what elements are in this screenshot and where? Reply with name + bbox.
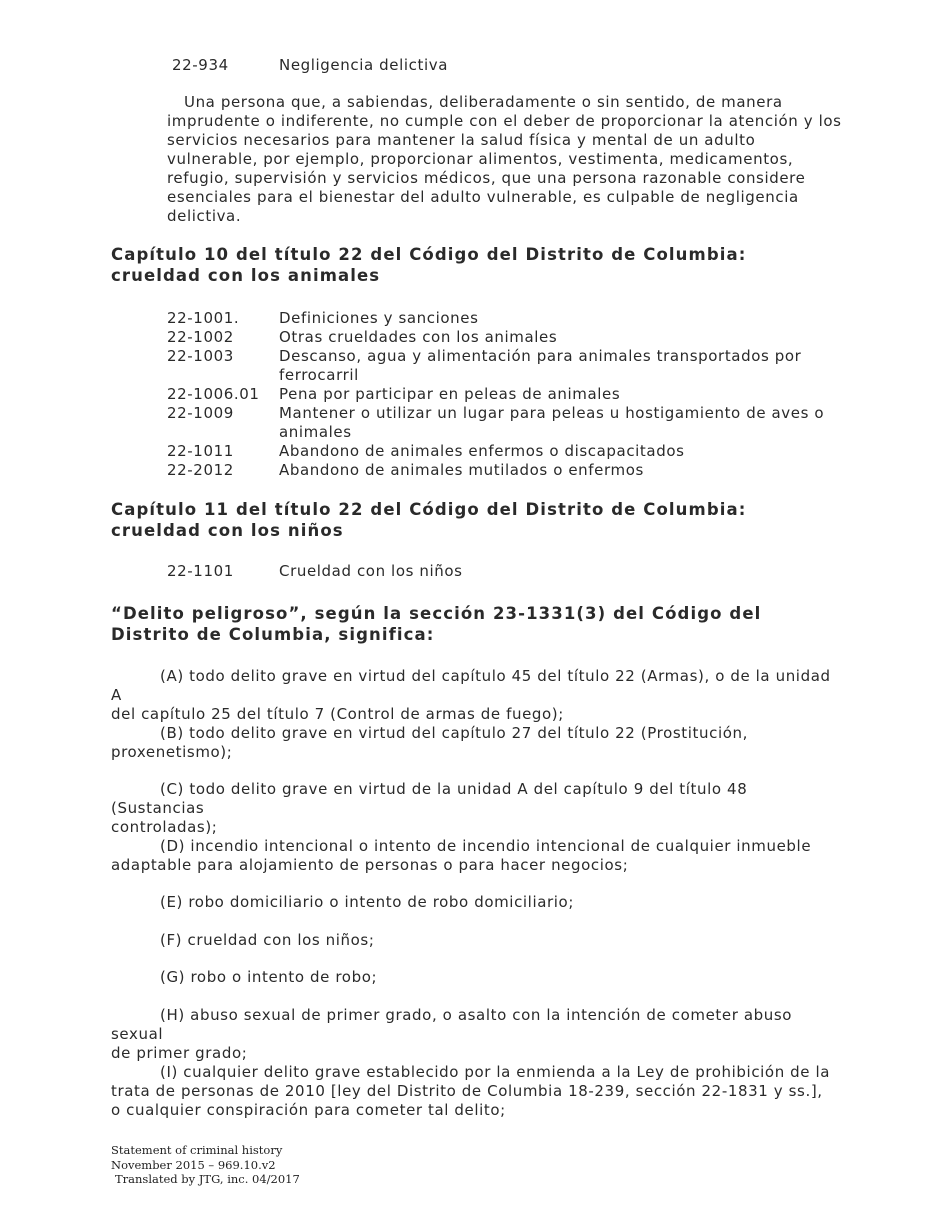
list-item: 22-1011 Abandono de animales enfermos o discapacitados <box>167 442 685 460</box>
footer-title: Statement of criminal history <box>111 1143 283 1157</box>
chapter11-section-list <box>167 562 829 581</box>
section-number: 22-934 <box>172 56 229 74</box>
dangerous-crime-item-g: (G) robo o intento de robo; <box>160 968 378 986</box>
dangerous-crime-item-c: (C) todo delito grave en virtud de la unidad A del capítulo 9 del título 48 (Sustancias controladas); <box>111 780 748 836</box>
list-item: 22-1003 Descanso, agua y alimentación para animales transportados por ferrocarril <box>167 347 802 384</box>
page-footer <box>111 1143 300 1187</box>
list-item: 22-1001. Definiciones y sanciones <box>167 309 479 327</box>
list-item: 22-1101 Crueldad con los niños <box>167 562 463 580</box>
chapter11-heading: Capítulo 11 del título 22 del Código del Distrito de Columbia: crueldad con los niños <box>111 500 747 540</box>
dangerous-crime-item-b: (B) todo delito grave en virtud del capítulo 27 del título 22 (Prostitución, proxenetismo); <box>111 724 748 761</box>
dangerous-crime-heading: “Delito peligroso”, según la sección 23-1331(3) del Código del Distrito de Columbia, significa: <box>111 604 762 644</box>
list-item: 22-2012 Abandono de animales mutilados o enfermos <box>167 461 644 479</box>
list-item: 22-1009 Mantener o utilizar un lugar para peleas u hostigamiento de aves o animales <box>167 404 825 441</box>
list-item: 22-1006.01 Pena por participar en peleas de animales <box>167 385 621 403</box>
dangerous-crime-item-a: (A) todo delito grave en virtud del capítulo 45 del título 22 (Armas), o de la unidad A del capítulo 25 del título 7 (Control de armas de fuego); <box>111 667 831 723</box>
dangerous-crime-item-d: (D) incendio intencional o intento de incendio intencional de cualquier inmueble adaptable para alojamiento de personas o para hacer negocios; <box>111 837 812 874</box>
footer-version: November 2015 – 969.10.v2 <box>111 1157 276 1172</box>
footer-translation-credit: Translated by JTG, inc. 04/2017 <box>115 1172 300 1186</box>
chapter10-section-list <box>167 309 829 480</box>
chapter10-heading: Capítulo 10 del título 22 del Código del Distrito de Columbia: crueldad con los animales <box>111 245 747 285</box>
dangerous-crime-item-f: (F) crueldad con los niños; <box>160 931 375 949</box>
dangerous-crime-item-i: (I) cualquier delito grave establecido por la enmienda a la Ley de prohibición de la trata de personas de 2010 [ley del Distrito de Columbia 18-239, sección 22-1831 y ss.], o cualquier conspiración para cometer tal delito; <box>111 1063 831 1119</box>
list-item: 22-1002 Otras crueldades con los animales <box>167 328 558 346</box>
dangerous-crime-item-h: (H) abuso sexual de primer grado, o asalto con la intención de cometer abuso sexual de primer grado; <box>111 1006 793 1062</box>
section-title: Negligencia delictiva <box>279 56 448 74</box>
section-22-934-header <box>172 55 448 75</box>
negligence-paragraph: Una persona que, a sabiendas, deliberadamente o sin sentido, de manera imprudente o indiferente, no cumple con el deber de proporcionar la atención y los servicios necesarios para mantener la salud física y mental de un adulto vulnerable, por ejemplo, proporcionar alimentos, vestimenta, medicamentos, refugio, supervisión y servicios médicos, que una persona razonable considere esenciales para el bienestar del adulto vulnerable, es culpable de negligencia delictiva. <box>167 93 842 225</box>
dangerous-crime-item-e: (E) robo domiciliario o intento de robo domiciliario; <box>160 893 574 911</box>
